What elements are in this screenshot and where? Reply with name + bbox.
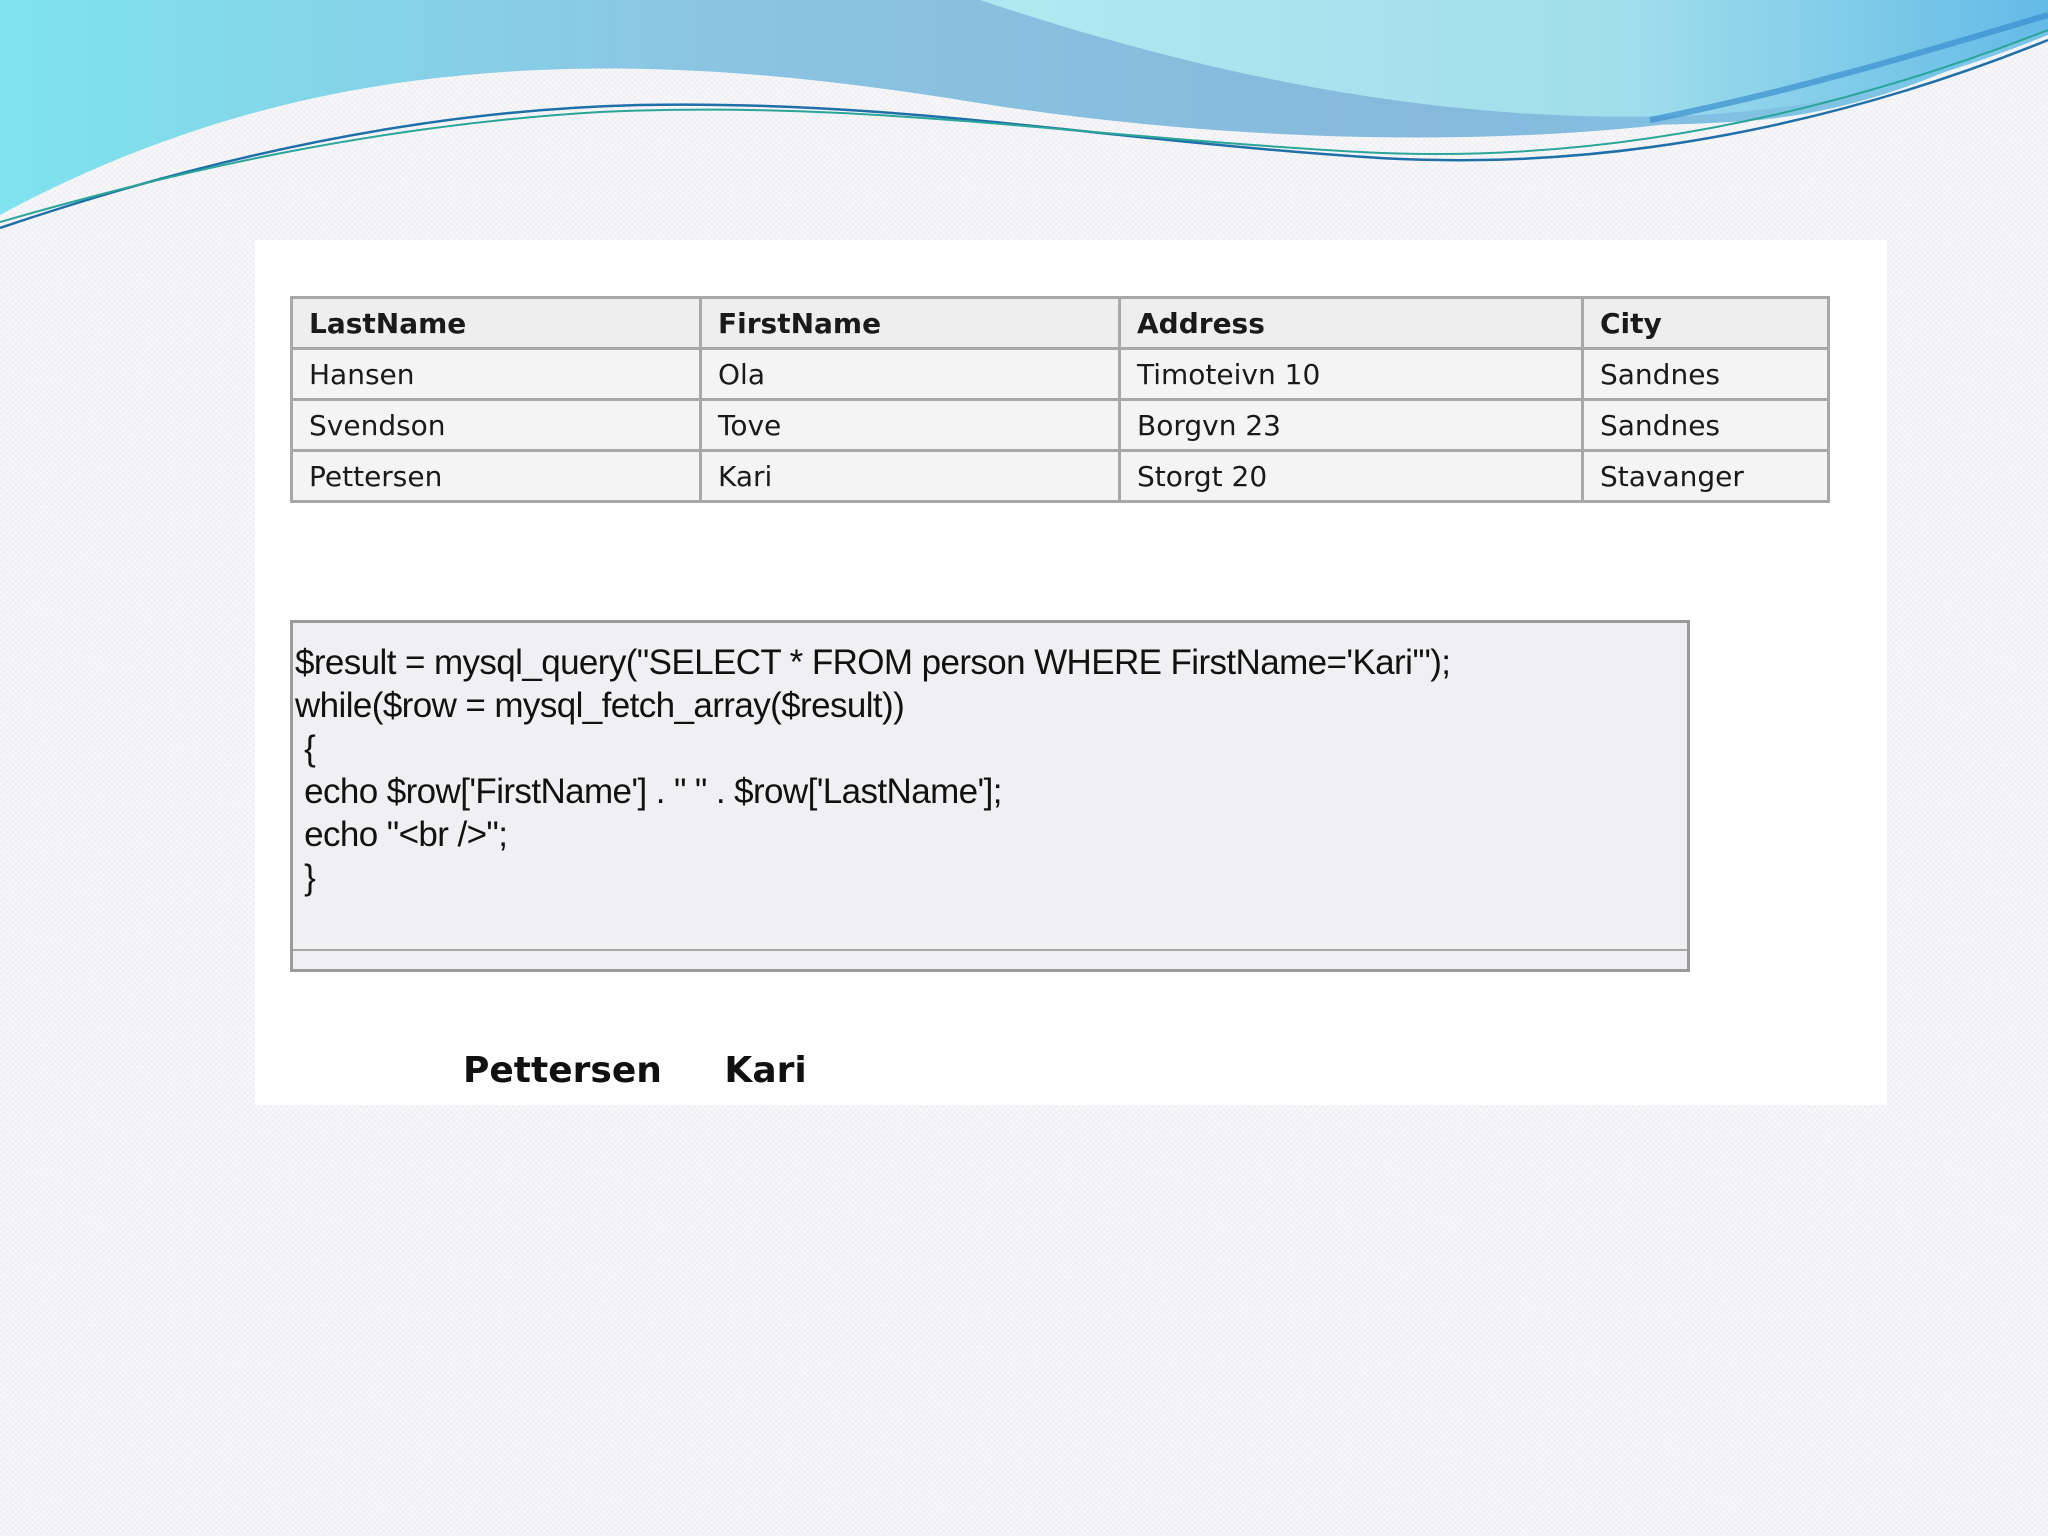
- table-row: [292, 451, 1829, 502]
- output-last-name: Pettersen: [463, 1050, 662, 1091]
- output-first-name: Kari: [724, 1050, 807, 1091]
- code-block: [290, 620, 1690, 972]
- code-line: echo $row['FirstName'] . " " . $row['LastName'];: [295, 772, 1002, 811]
- table-cell: Sandnes: [1583, 349, 1829, 400]
- code-line: while($row = mysql_fetch_array($result)): [295, 686, 905, 725]
- code-block-inner: [293, 627, 1687, 951]
- code-lines: [295, 641, 1450, 899]
- table-cell: Sandnes: [1583, 400, 1829, 451]
- table-cell: Stavanger: [1583, 451, 1829, 502]
- code-line: echo "<br />";: [295, 815, 508, 854]
- query-output: [463, 1050, 807, 1091]
- table-cell: Ola: [701, 349, 1120, 400]
- table-row: [292, 349, 1829, 400]
- table-cell: Tove: [701, 400, 1120, 451]
- person-table: [290, 296, 1830, 503]
- table-cell: Svendson: [292, 400, 701, 451]
- table-cell: Kari: [701, 451, 1120, 502]
- table-cell: Borgvn 23: [1120, 400, 1583, 451]
- code-line: }: [295, 858, 316, 897]
- column-header-firstname: FirstName: [701, 298, 1120, 349]
- table-cell: Storgt 20: [1120, 451, 1583, 502]
- code-line: {: [295, 729, 316, 768]
- column-header-lastname: LastName: [292, 298, 701, 349]
- table-row: [292, 400, 1829, 451]
- table-cell: Hansen: [292, 349, 701, 400]
- table-cell: Timoteivn 10: [1120, 349, 1583, 400]
- column-header-address: Address: [1120, 298, 1583, 349]
- decorative-wave-banner: [0, 0, 2048, 240]
- column-header-city: City: [1583, 298, 1829, 349]
- table-header-row: [292, 298, 1829, 349]
- code-line: $result = mysql_query("SELECT * FROM person WHERE FirstName='Kari'");: [295, 643, 1451, 682]
- table-cell: Pettersen: [292, 451, 701, 502]
